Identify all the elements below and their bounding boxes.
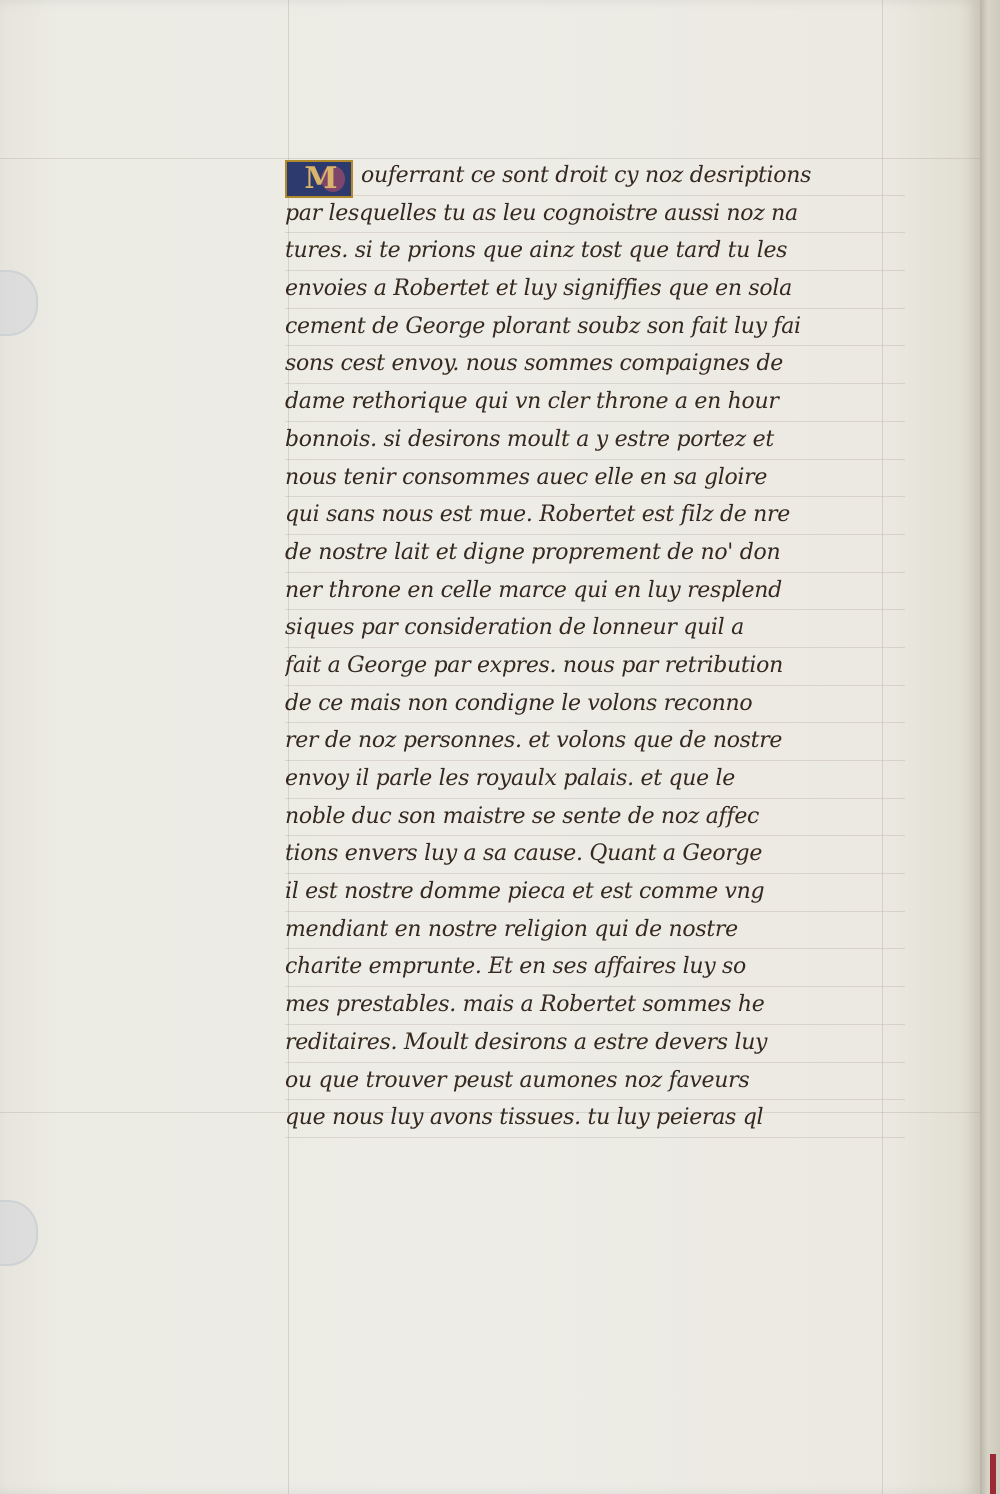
manuscript-line: cement de George plorant soubz son fait luy fai — [285, 309, 905, 347]
manuscript-line: mendiant en nostre religion qui de nostre — [285, 912, 905, 950]
manuscript-line: nous tenir consommes auec elle en sa gloire — [285, 460, 905, 498]
manuscript-line: noble duc son maistre se sente de noz affec — [285, 799, 905, 837]
manuscript-line: envoy il parle les royaulx palais. et que le — [285, 761, 905, 799]
manuscript-line: bonnois. si desirons moult a y estre portez et — [285, 422, 905, 460]
page-clip-top — [0, 270, 38, 336]
manuscript-line: ner throne en celle marce qui en luy resplend — [285, 573, 905, 611]
initial-letter: M — [304, 161, 338, 196]
manuscript-line: siques par consideration de lonneur quil a — [285, 610, 905, 648]
manuscript-line: que nous luy avons tissues. tu luy peieras ql — [285, 1100, 905, 1138]
manuscript-text-block — [285, 158, 905, 1138]
manuscript-line: tures. si te prions que ainz tost que tard tu les — [285, 233, 905, 271]
manuscript-line: qui sans nous est mue. Robertet est filz de nre — [285, 497, 905, 535]
manuscript-line: il est nostre domme pieca et est comme vng — [285, 874, 905, 912]
illuminated-initial — [285, 160, 353, 198]
binding-thread — [990, 1454, 996, 1494]
manuscript-line: de nostre lait et digne proprement de no' don — [285, 535, 905, 573]
page-clip-bottom — [0, 1200, 38, 1266]
manuscript-line: de ce mais non condigne le volons reconno — [285, 686, 905, 724]
manuscript-line: ou que trouver peust aumones noz faveurs — [285, 1063, 905, 1101]
manuscript-line: reditaires. Moult desirons a estre devers luy — [285, 1025, 905, 1063]
manuscript-line: charite emprunte. Et en ses affaires luy so — [285, 949, 905, 987]
manuscript-line: sons cest envoy. nous sommes compaignes de — [285, 346, 905, 384]
manuscript-line: fait a George par expres. nous par retribution — [285, 648, 905, 686]
manuscript-line: envoies a Robertet et luy signiffies que en sola — [285, 271, 905, 309]
manuscript-line: tions envers luy a sa cause. Quant a George — [285, 836, 905, 874]
manuscript-line: rer de noz personnes. et volons que de nostre — [285, 723, 905, 761]
manuscript-line: par lesquelles tu as leu cognoistre aussi noz na — [285, 196, 905, 234]
manuscript-line: ouferrant ce sont droit cy noz desriptions — [285, 158, 905, 196]
page-edge — [980, 0, 1000, 1494]
manuscript-line: mes prestables. mais a Robertet sommes he — [285, 987, 905, 1025]
manuscript-line: dame rethorique qui vn cler throne a en hour — [285, 384, 905, 422]
